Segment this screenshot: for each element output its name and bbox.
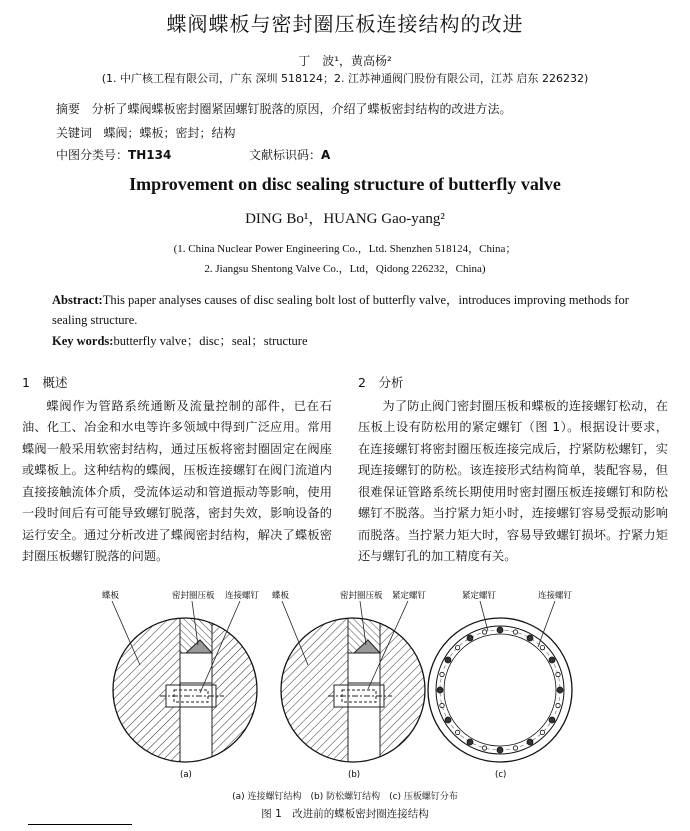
- fig-a-label-disc: 蝶板: [102, 591, 120, 601]
- affiliations-cn: (1. 中广核工程有限公司，广东 深圳 518124；2. 江苏神通阀门股份有限公司，江苏 启东 226232): [101, 72, 589, 85]
- bolt-icon: [556, 672, 560, 676]
- bolt-icon: [482, 630, 486, 634]
- figure-b-lock-screw: [272, 590, 430, 780]
- fig-a-sublabel: (a): [180, 770, 192, 780]
- bolt-icon: [513, 630, 517, 634]
- bolt-icon: [527, 739, 533, 745]
- fig-b-label-disc: 蝶板: [272, 591, 290, 601]
- keywords-text-en: butterfly valve；disc；seal；structure: [113, 334, 308, 348]
- section-1: [22, 372, 332, 568]
- bolt-icon: [455, 645, 459, 649]
- bolt-icon: [540, 730, 544, 734]
- figure-c-screw-distribution: [428, 590, 573, 780]
- section-1-heading: 1 概述: [22, 375, 68, 390]
- footnote-rule: [28, 824, 132, 825]
- abstract-cn: [56, 100, 511, 117]
- bolt-icon: [467, 635, 473, 641]
- section-2-heading: 2 分析: [358, 375, 404, 390]
- fig-b-label-plate: 密封圈压板: [340, 591, 383, 601]
- authors-cn: 丁 波¹，黄高杨²: [298, 54, 392, 68]
- doc-label: 文献标识码：: [248, 148, 321, 162]
- bolt-icon: [556, 703, 560, 707]
- keywords-en: Key words:butterfly valve；disc；seal；structure: [52, 334, 308, 348]
- abstract-en: Abstract:This paper analyses causes of disc sealing bolt lost of butterfly valve，introduces improving methods for sealing structure.: [52, 293, 629, 327]
- section-2-body: 为了防止阀门密封圈压板和蝶板的连接螺钉松动，在压板上设有防松用的紧定螺钉（图 1）。根据设计要求，在连接螺钉将密封圈压板连接完成后，拧紧防松螺钉，实现连接螺钉的防松。该连接形式结构简单，装配容易，但很难保证管路系统长期使用时密封圈压板连接螺钉和防松螺钉不脱落。当拧紧力矩小时，连接螺钉容易受振动影响而脱落。当拧紧力矩大时，容易导致螺钉损坏。拧紧力矩还与螺钉孔的加工精度有关。: [358, 398, 668, 563]
- fig-c-label-lock-screw: 紧定螺钉: [462, 591, 497, 601]
- bolt-icon: [440, 672, 444, 676]
- bolt-icon: [497, 627, 503, 633]
- doc-value: A: [320, 148, 331, 162]
- paper-title-cn: 蝶阀蝶板与密封圈压板连接结构的改进: [166, 12, 524, 36]
- fig-c-sublabel: (c): [495, 770, 507, 780]
- bolt-icon: [445, 717, 451, 723]
- keywords-cn: [56, 124, 235, 141]
- bolt-icon: [540, 645, 544, 649]
- fig-b-sublabel: (b): [348, 770, 361, 780]
- section-1-body: 蝶阀作为管路系统通断及流量控制的部件，已在石油、化工、冶金和水电等许多领域中得到广泛应用。常用蝶阀一般采用软密封结构，通过压板将密封圈固定在阀座或蝶板上。这种结构的蝶阀，压板连接螺钉在阀门流道内直接接触流体介质，受流体运动和管道振动等影响，使用一段时间后有可能导致螺钉脱落，密封失效，影响设备的运行安全。通过分析改进了蝶阀密封结构，解决了蝶板密封圈压板螺钉脱落的问题。: [22, 398, 332, 563]
- classification-cn: [56, 146, 330, 163]
- bolt-icon: [482, 746, 486, 750]
- authors-en: DING Bo¹，HUANG Gao-yang²: [245, 211, 445, 227]
- fig-a-label-plate: 密封圈压板: [172, 591, 215, 601]
- bolt-icon: [445, 657, 451, 663]
- figure-caption: 图 1 改进前的蝶板密封圈连接结构: [261, 808, 429, 820]
- bolt-icon: [467, 739, 473, 745]
- bolt-icon: [527, 635, 533, 641]
- bolt-icon: [549, 657, 555, 663]
- abstract-label-en: Abstract: [52, 293, 99, 307]
- bolt-icon: [440, 703, 444, 707]
- fig-a-label-screw: 连接螺钉: [225, 591, 260, 601]
- bolt-icon: [497, 747, 503, 753]
- bolt-icon: [437, 687, 443, 693]
- keywords-text-cn: 蝶阀；蝶板；密封；结构: [103, 126, 236, 140]
- affiliation-en-line2: 2. Jiangsu Shentong Valve Co.，Ltd，Qidong 226232，China): [204, 263, 486, 275]
- section-2: [358, 372, 668, 568]
- abstract-text-en: This paper analyses causes of disc sealing bolt lost of butterfly valve，introduces improving methods for sealing structure.: [52, 293, 629, 327]
- affiliation-en-line1: (1. China Nuclear Power Engineering Co.，Ltd. Shenzhen 518124，China；: [173, 243, 517, 255]
- figure-a-connect-screw: [102, 590, 262, 780]
- abstract-label-cn: 摘要: [56, 102, 81, 116]
- keywords-label-en: Key words: [52, 334, 110, 348]
- abstract-text-cn: 分析了蝶阀蝶板密封圈紧固螺钉脱落的原因，介绍了蝶板密封结构的改进方法。: [91, 102, 512, 116]
- figure-1: [100, 585, 620, 785]
- paper-title-en: Improvement on disc sealing structure of butterfly valve: [129, 174, 561, 194]
- fig-b-label-lock-screw: 紧定螺钉: [392, 591, 427, 601]
- figure-subcaption: (a) 连接螺钉结构 (b) 防松螺钉结构 (c) 压板螺钉分布: [232, 792, 458, 802]
- bolt-icon: [455, 730, 459, 734]
- class-label: 中图分类号：: [56, 148, 129, 162]
- fig-c-label-connect-screw: 连接螺钉: [538, 591, 573, 601]
- class-value: TH134: [128, 148, 172, 162]
- bolt-icon: [549, 717, 555, 723]
- bolt-icon: [557, 687, 563, 693]
- keywords-label-cn: 关键词: [56, 126, 93, 140]
- bolt-icon: [513, 746, 517, 750]
